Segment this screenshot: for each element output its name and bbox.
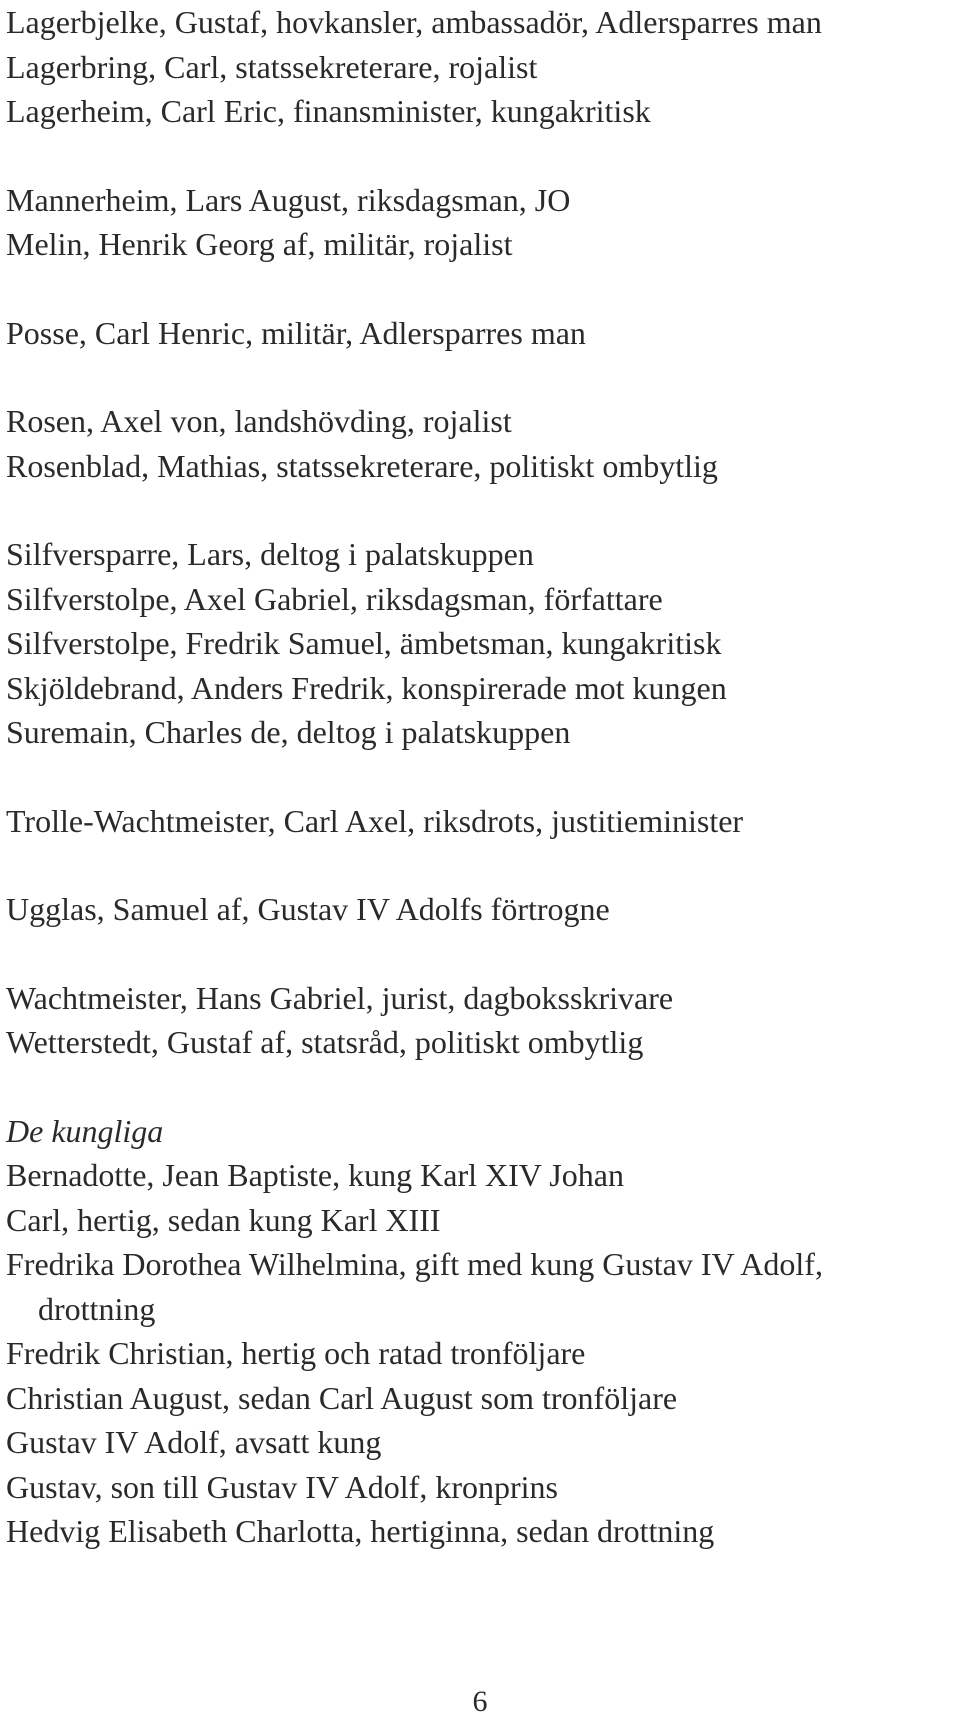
page-number: 6 [472, 1685, 488, 1718]
register-entry: Melin, Henrik Georg af, militär, rojalist [6, 226, 513, 262]
register-entry: Silfversparre, Lars, deltog i palatskuppen [6, 536, 534, 572]
royal-entry: Christian August, sedan Carl August som tronföljare [6, 1379, 678, 1416]
register-entry: Rosenblad, Mathias, statssekreterare, politiskt ombytlig [6, 447, 718, 484]
register-group-r [6, 399, 954, 488]
register-entry: Wetterstedt, Gustaf af, statsråd, politiskt ombytlig [6, 1024, 644, 1060]
register-entry: Lagerbring, Carl, statssekreterare, rojalist [6, 48, 538, 85]
register-entry: Mannerheim, Lars August, riksdagsman, JO [6, 181, 571, 218]
royal-entry: Carl, hertig, sedan kung Karl XIII [6, 1201, 441, 1238]
register-group-t [6, 799, 954, 844]
register-group-w [6, 976, 954, 1065]
royals-heading: De kungliga [6, 1112, 164, 1149]
register-entry: Lagerheim, Carl Eric, finansminister, kungakritisk [6, 93, 651, 129]
register-group-u [6, 887, 954, 932]
register-group-p [6, 311, 954, 356]
register-group-s [6, 532, 954, 755]
royal-entry: Fredrik Christian, hertig och ratad tronföljare [6, 1335, 586, 1371]
register-entry: Ugglas, Samuel af, Gustav IV Adolfs förtrogne [6, 891, 610, 927]
royal-entry-continuation: drottning [38, 1290, 156, 1327]
register-entry: Lagerbjelke, Gustaf, hovkansler, ambassadör, Adlersparres man [6, 4, 822, 40]
register-group-l [6, 0, 954, 134]
register-entry: Silfverstolpe, Axel Gabriel, riksdagsman, författare [6, 580, 663, 617]
royals-section [6, 1109, 954, 1554]
register-entry: Suremain, Charles de, deltog i palatskuppen [6, 714, 571, 750]
royal-entry: Gustav IV Adolf, avsatt kung [6, 1424, 382, 1460]
register-entry: Rosen, Axel von, landshövding, rojalist [6, 403, 512, 439]
royal-entry: Fredrika Dorothea Wilhelmina, gift med kung Gustav IV Adolf, [6, 1246, 823, 1282]
name-register [6, 0, 954, 1598]
register-entry: Skjöldebrand, Anders Fredrik, konspirerade mot kungen [6, 669, 727, 706]
royal-entry: Bernadotte, Jean Baptiste, kung Karl XIV Johan [6, 1157, 624, 1193]
royal-entry: Hedvig Elisabeth Charlotta, hertiginna, sedan drottning [6, 1513, 715, 1549]
register-entry: Wachtmeister, Hans Gabriel, jurist, dagboksskrivare [6, 979, 674, 1016]
register-group-m [6, 178, 954, 267]
register-entry: Trolle-Wachtmeister, Carl Axel, riksdrots, justitieminister [6, 802, 744, 839]
register-entry: Posse, Carl Henric, militär, Adlersparres man [6, 314, 586, 351]
register-entry: Silfverstolpe, Fredrik Samuel, ämbetsman, kungakritisk [6, 625, 722, 661]
royal-entry: Gustav, son till Gustav IV Adolf, kronprins [6, 1468, 558, 1505]
